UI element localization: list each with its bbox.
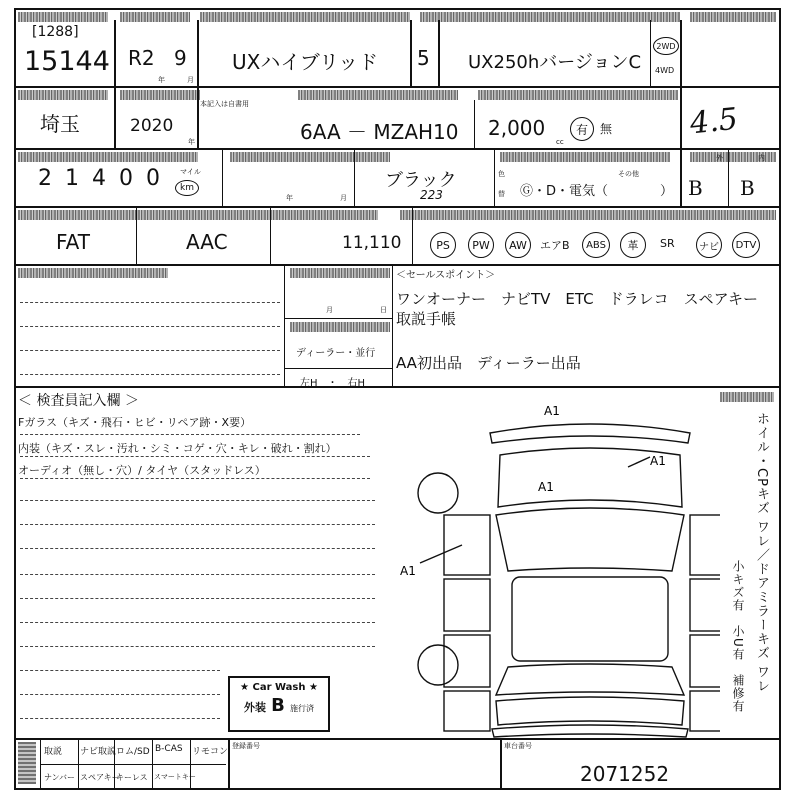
sales-line-3: AA初出品 ディーラー出品 [396,354,581,372]
transmission: FAT [56,230,91,254]
fuel-other-label: その他 [618,170,639,178]
damage-mark-door: A1 [400,564,416,578]
equip-navi: ナビ [696,232,722,258]
year-mark: 年 [158,76,165,84]
wheel-front-left [418,473,458,513]
import-type: ディーラー・並行 [296,348,376,359]
auction-score: 4.5 [688,101,740,142]
cc-unit: cc [556,138,564,146]
inspection-line-2: 内装（キズ・スレ・汚れ・シミ・コゲ・穴・キレ・破れ・割れ） [18,442,337,455]
equip-aw: AW [505,232,531,258]
damage-mark-bumper: A1 [544,404,560,418]
aircon-yes-circle: 有 [570,117,594,141]
left-front-door [444,579,490,631]
fuel-options: Ⓖ・D・電気（ ） [520,184,674,199]
chassis-label: 車台番号 [504,742,532,750]
mileage-digit: 1 [65,166,92,191]
exterior-label: 外 [716,154,723,162]
footer-item: B-CAS [155,744,183,754]
equip-dtv: DTV [732,232,760,258]
sales-line-1: ワンオーナー ナビTV ETC ドラレコ スペアキー [396,290,759,308]
footer-item: 取説 [44,747,63,757]
lot-number: [1288] [32,24,79,40]
right-front-door [690,579,720,631]
color-name: ブラック [385,170,457,191]
mileage-digit: 4 [92,166,119,191]
carwash-title: ★ Car Wash ★ [240,682,318,693]
model-year-month: 9 [174,46,187,70]
model-name: UXハイブリッド [232,50,379,74]
month-mark: 月 [187,76,194,84]
trunk-outline [496,697,684,725]
load-capacity: 11,110 [342,233,402,253]
color-code: 223 [420,188,443,202]
inspection-line-1: Fガラス（キズ・飛石・ヒビ・リペア跡・X要） [18,416,252,429]
mileage-unit-mile: マイル [180,168,201,176]
region: 埼玉 [40,112,80,136]
footer-item: キーレス [116,773,148,782]
model-code: 6AA － MZAH10 [300,120,459,144]
left-rear-fender [444,691,490,731]
left-rear-door [444,635,490,687]
model-year-era: R2 [128,46,155,70]
shaken-month-mark: 月 [340,194,347,202]
damage-mark-fender: A1 [650,454,666,468]
first-reg-note: 本記入は自書用 [200,100,249,108]
displacement: 2,000 [488,116,546,140]
exterior-grade: B [688,176,703,200]
equip-ps: PS [430,232,456,258]
equip-pw: PW [468,232,494,258]
footer-item: ロム/SD [116,747,150,757]
footer-item: スペアキー [80,773,120,782]
reg-number-label: 登録番号 [232,742,260,750]
wheel-rear-left [418,645,458,685]
carwash-stamp [228,676,330,732]
color-label: 色 [498,170,505,178]
sales-points-label: ＜セールスポイント＞ [396,270,496,281]
chassis-number: 2071252 [580,762,670,786]
mileage-digit: 0 [146,166,173,191]
mileage-digit: 0 [119,166,146,191]
rear-window-outline [496,664,684,695]
side-note-col-1: ホイル・CPキズ ワレ／ドアミラーキズ ワレ [754,412,769,694]
footer-item: ナンバー [44,773,76,782]
right-rear-door [690,635,720,687]
drive-2wd-circle: 2WD [653,37,679,55]
notes-month-label: 月 [326,306,333,314]
carwash-prefix: 外装 [244,701,267,714]
right-front-fender [690,515,720,575]
front-bumper-outline [490,424,690,443]
notes-day-label: 日 [380,306,387,314]
inspection-line-3: オーディオ（無し・穴）/ タイヤ（スタッドレス） [18,464,266,477]
windshield-outline [496,508,684,571]
equip-sunroof: SR [660,237,675,250]
mileage-digit: 2 [38,166,65,191]
carwash-grade: B [271,695,285,716]
side-note-col-2: 小キズ有 小U有 補修有 [731,560,745,713]
first-reg-year: 2020 [130,116,174,136]
first-reg-year-mark: 年 [188,138,195,146]
equip-abs: ABS [582,232,610,258]
color-change-label: 替 [498,190,505,198]
interior-label: 内 [758,154,765,162]
mileage-digits [38,166,173,191]
footer-item: スマートキー [154,773,196,781]
grade: UX250hバージョンC [468,52,642,73]
steering-side: 左H ・ 右H [300,378,366,389]
rear-bumper-outline [492,725,688,737]
aircon-no: 無 [600,122,613,136]
sales-line-2: 取説手帳 [396,310,457,328]
roof-outline [512,577,668,661]
drive-4wd: 4WD [655,66,675,75]
damage-mark-hood: A1 [538,480,554,494]
footer-item: ナビ取説 [80,747,117,757]
entry-number: 15144 [24,46,110,77]
equip-leather: 革 [620,232,646,258]
footer-item: リモコン [192,747,229,757]
inspection-title: ＜ 検査員記入欄 ＞ [18,393,139,409]
interior-grade: B [740,176,755,200]
mileage-unit-km: km [175,180,199,196]
left-front-fender [444,515,490,575]
right-rear-fender [690,691,720,731]
shaken-year-mark: 年 [286,194,293,202]
door-count: 5 [417,46,430,70]
equip-airbag: エアB [540,239,570,252]
carwash-suffix: 施行済 [289,704,314,713]
car-damage-diagram [400,395,720,740]
aircon-type: AAC [186,230,228,254]
